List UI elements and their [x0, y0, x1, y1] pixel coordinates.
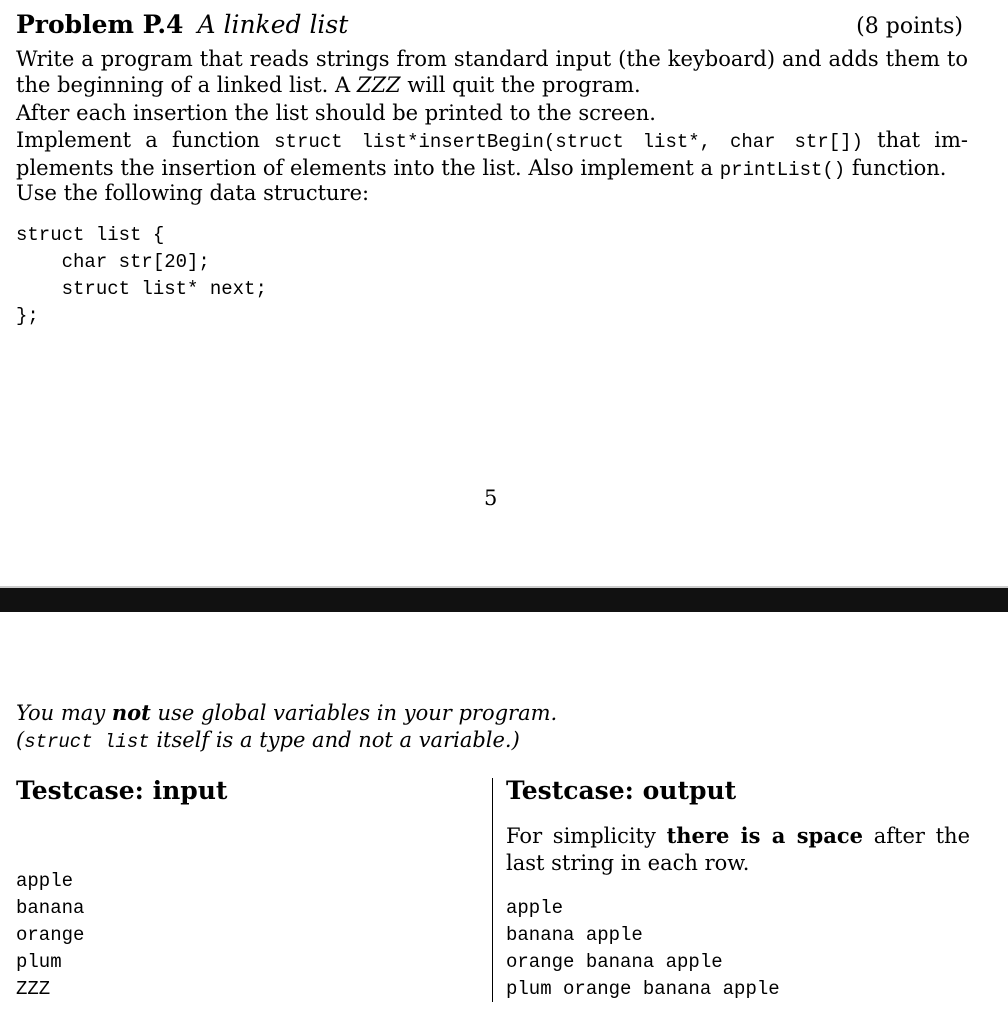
page-divider [0, 588, 1008, 612]
testcase-output-list [506, 895, 780, 1003]
input-line: banana [16, 897, 85, 919]
output-line: banana apple [506, 924, 643, 946]
page-number: 5 [484, 486, 498, 510]
points-label: (8 points) [856, 14, 963, 39]
input-line: apple [16, 870, 74, 892]
print-list-code: printList() [719, 159, 846, 181]
output-line: orange banana apple [506, 951, 723, 973]
description-paragraph-2: After each insertion the list should be printed to the screen. [16, 101, 656, 125]
output-line: apple [506, 897, 564, 919]
problem-label: Problem P.4 [16, 10, 184, 39]
quit-word: ZZZ [356, 73, 401, 97]
description-paragraph-1: Write a program that reads strings from standard input (the keyboard) and adds them to the beginning of a linked list. A ZZZ will quit the program. [16, 47, 968, 97]
testcase-output-heading: Testcase: output [506, 776, 737, 805]
note-line-1: You may not use global variables in your program. [16, 700, 558, 725]
testcase-input-list [16, 868, 84, 1003]
testcase-separator [492, 778, 493, 1002]
testcase-input-heading: Testcase: input [16, 776, 228, 805]
struct-code-block: struct list { char str[20]; struct list* next; }; [16, 224, 267, 327]
note-line-2: (struct list itself is a type and not a variable.) [16, 728, 520, 753]
input-line: plum [16, 951, 62, 973]
insert-begin-signature: struct list*insertBegin(struct list*, char str[]) [274, 131, 863, 153]
input-line: ZZZ [16, 978, 51, 1000]
struct-list-code: struct list [24, 731, 150, 753]
description-paragraph-4: Use the following data structure: [16, 181, 370, 205]
testcase-output-note: For simplicity there is a space after the last string in each row. [506, 823, 971, 875]
input-line: orange [16, 924, 85, 946]
description-paragraph-3: Implement a function struct list*insertBegin(struct list*, char str[]) that im-plements the insertion of elements into the list. Also implement a printList() function. [16, 128, 968, 181]
output-line: plum orange banana apple [506, 978, 780, 1000]
problem-name: A linked list [197, 10, 349, 39]
problem-title [16, 10, 348, 39]
